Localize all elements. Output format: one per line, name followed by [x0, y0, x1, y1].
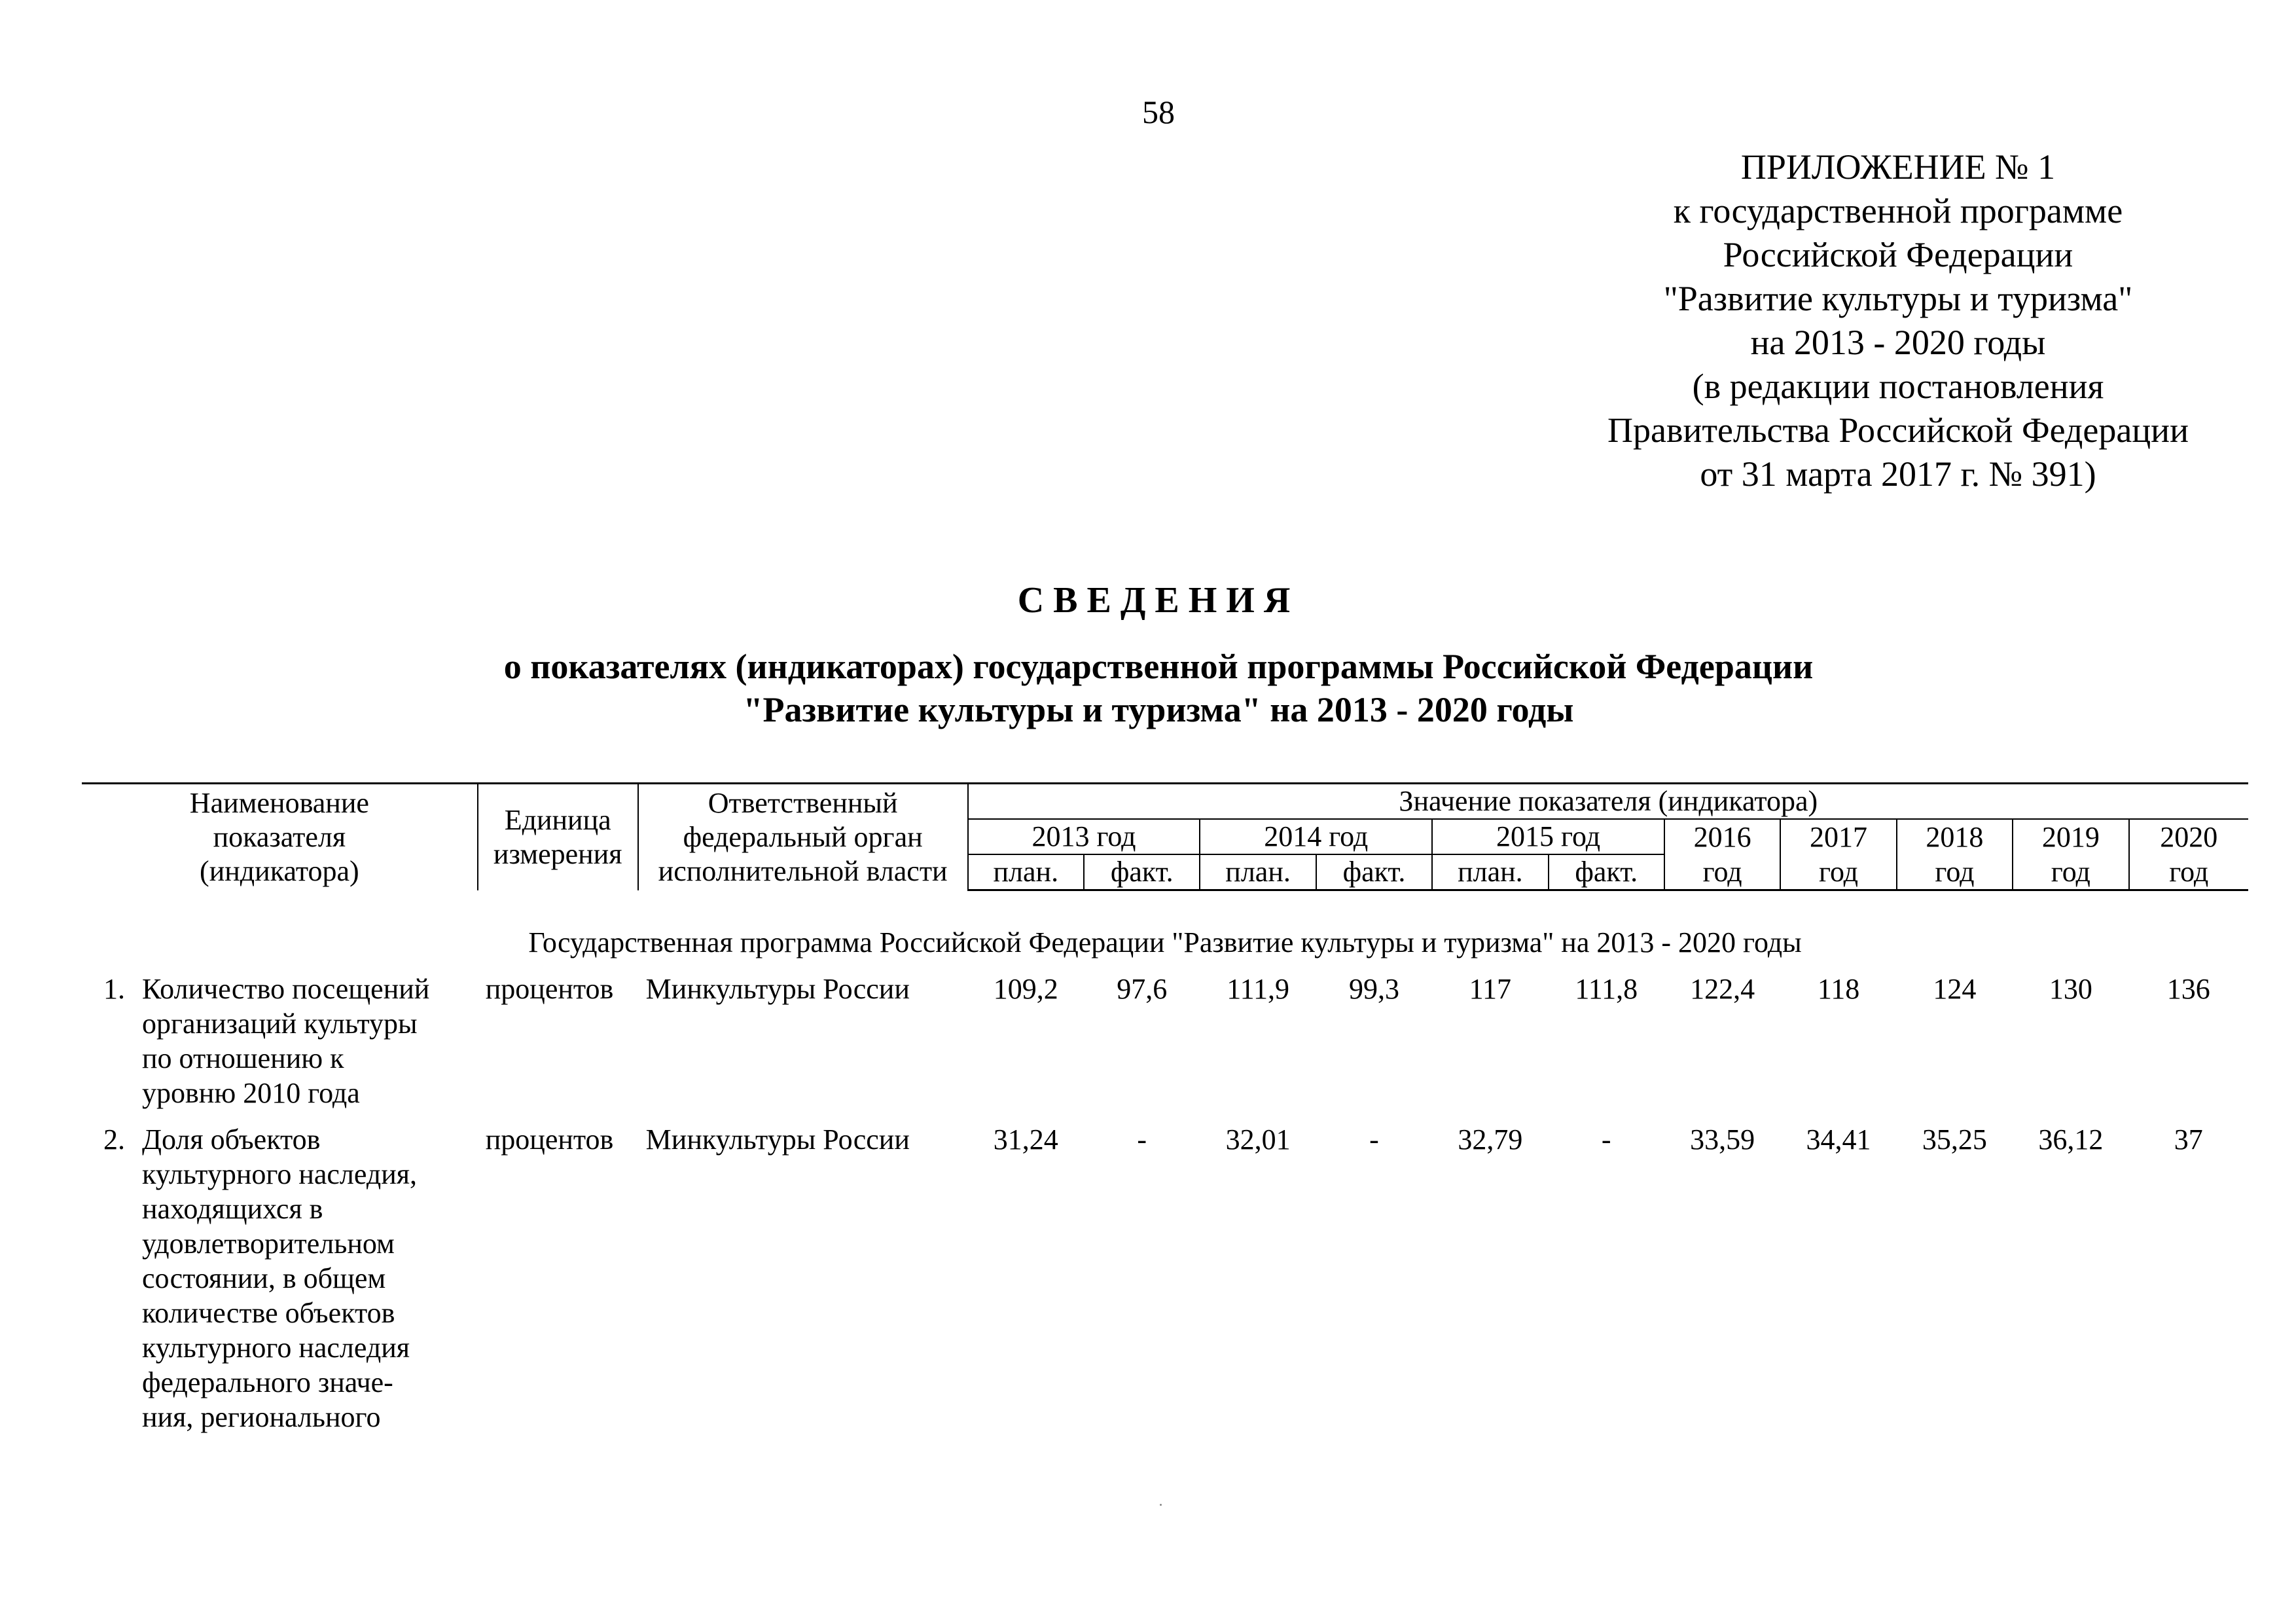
indicator-name-line: количестве объектов: [142, 1297, 395, 1329]
unit-cell: процентов: [485, 1123, 614, 1156]
header-unit-line: измерения: [493, 837, 622, 870]
header-name-line: показателя: [213, 820, 346, 853]
appendix-line: от 31 марта 2017 г. № 391): [1700, 454, 2096, 494]
appendix-line: ПРИЛОЖЕНИЕ № 1: [1740, 147, 2056, 187]
value-cell: 31,24: [993, 1123, 1058, 1156]
header-year-2020: 2020: [2129, 819, 2248, 854]
header-org-line: исполнительной власти: [658, 854, 948, 887]
indicator-name-line: удовлетворительном: [142, 1228, 395, 1260]
header-values-group: Значение показателя (индикатора): [968, 784, 2248, 820]
header-year-word-2016: год: [1664, 854, 1780, 890]
header-name-line: Наименование: [189, 786, 369, 819]
subtitle-line-2: "Развитие культуры и туризма" на 2013 - 2020 годы: [743, 690, 1574, 729]
indicator-name-line: состоянии, в общем: [142, 1262, 386, 1294]
value-cell: 122,4: [1690, 973, 1755, 1005]
value-cell: 37: [2174, 1123, 2203, 1156]
header-org: [638, 784, 968, 890]
header-unit-line: Единица: [504, 803, 611, 836]
value-cell: 124: [1933, 973, 1977, 1005]
value-cell: 130: [2049, 973, 2092, 1005]
header-org-line: федеральный орган: [683, 820, 923, 853]
header-plan-2014: план.: [1200, 854, 1316, 890]
appendix-line: "Развитие культуры и туризма": [1663, 279, 2133, 318]
unit-cell: процентов: [485, 973, 614, 1005]
indicator-name-line: культурного наследия: [142, 1332, 410, 1364]
value-cell: 34,41: [1806, 1123, 1871, 1156]
header-year-2016: 2016: [1664, 819, 1780, 854]
header-fact-2014: факт.: [1316, 854, 1432, 890]
indicator-name-line: федерального значе-: [142, 1366, 393, 1398]
indicator-name: [137, 1122, 475, 1434]
value-cell: 109,2: [993, 973, 1058, 1005]
indicator-name-line: организаций культуры: [142, 1008, 418, 1040]
indicators-table-wrap: [82, 782, 2248, 1434]
scan-dot: [1160, 1504, 1162, 1506]
appendix-line: (в редакции постановления: [1692, 367, 2104, 406]
value-cell: 99,3: [1348, 973, 1399, 1005]
indicator-name-cell: [82, 1122, 478, 1434]
appendix-line: Правительства Российской Федерации: [1607, 410, 2189, 450]
value-cell: -: [1137, 1123, 1147, 1156]
row-spacer: [82, 1110, 2248, 1122]
header-year-2019: 2019: [2013, 819, 2128, 854]
indicator-name-line: ния, регионального: [142, 1401, 381, 1433]
header-name: [82, 784, 478, 890]
value-cell: 118: [1817, 973, 1860, 1005]
indicator-name-line: Количество посещений: [142, 973, 430, 1005]
indicator-name: [137, 972, 475, 1110]
subtitle-line-1: о показателях (индикаторах) государственной программы Российской Федерации: [503, 647, 1814, 686]
indicator-name-cell: [82, 972, 478, 1110]
header-year-word-2020: год: [2129, 854, 2248, 890]
indicators-table: [82, 782, 2248, 1434]
header-year-2017: 2017: [1780, 819, 1896, 854]
header-plan-2015: план.: [1432, 854, 1548, 890]
document-subtitle: [0, 645, 2296, 731]
header-unit: [478, 784, 638, 890]
value-cell: 111,8: [1575, 973, 1638, 1005]
appendix-block: [1558, 145, 2238, 496]
value-cell: 32,01: [1225, 1123, 1291, 1156]
indicator-name-line: культурного наследия,: [142, 1158, 417, 1190]
table-row: [82, 972, 2248, 1110]
value-cell: 117: [1469, 973, 1512, 1005]
appendix-line: к государственной программе: [1673, 191, 2123, 230]
appendix-line: Российской Федерации: [1723, 235, 2073, 274]
header-name-line: (индикатора): [200, 854, 359, 887]
table-row: [82, 1122, 2248, 1434]
page-number: 58: [1142, 94, 1175, 130]
header-year-2018: 2018: [1897, 819, 2013, 854]
value-cell: 33,59: [1690, 1123, 1755, 1156]
value-cell: 32,79: [1458, 1123, 1523, 1156]
value-cell: 97,6: [1117, 973, 1168, 1005]
header-fact-2015: факт.: [1549, 854, 1664, 890]
value-cell: 36,12: [2038, 1123, 2104, 1156]
indicator-name-line: находящихся в: [142, 1193, 323, 1225]
indicator-name-line: по отношению к: [142, 1042, 344, 1074]
header-year-word-2017: год: [1780, 854, 1896, 890]
value-cell: 111,9: [1227, 973, 1289, 1005]
value-cell: -: [1601, 1123, 1611, 1156]
value-cell: 35,25: [1922, 1123, 1987, 1156]
document-title: СВЕДЕНИЯ: [1017, 580, 1300, 621]
header-org-line: Ответственный: [708, 786, 898, 819]
indicator-name-line: Доля объектов: [142, 1123, 321, 1156]
org-cell: Минкультуры России: [645, 973, 910, 1005]
header-year-2013: 2013 год: [968, 819, 1200, 854]
header-year-2014: 2014 год: [1200, 819, 1432, 854]
header-plan-2013: план.: [968, 854, 1084, 890]
value-cell: -: [1369, 1123, 1379, 1156]
header-fact-2013: факт.: [1084, 854, 1200, 890]
row-number: 2.: [103, 1123, 125, 1156]
org-cell: Минкультуры России: [645, 1123, 910, 1156]
header-year-word-2019: год: [2013, 854, 2128, 890]
header-year-word-2018: год: [1897, 854, 2013, 890]
value-cell: 136: [2166, 973, 2210, 1005]
appendix-line: на 2013 - 2020 годы: [1750, 323, 2046, 362]
row-number: 1.: [103, 973, 125, 1005]
section-title: Государственная программа Российской Федерации "Развитие культуры и туризма" на 2013 - 2020 годы: [528, 926, 1802, 958]
header-year-2015: 2015 год: [1432, 819, 1664, 854]
indicator-name-line: уровню 2010 года: [142, 1077, 360, 1109]
